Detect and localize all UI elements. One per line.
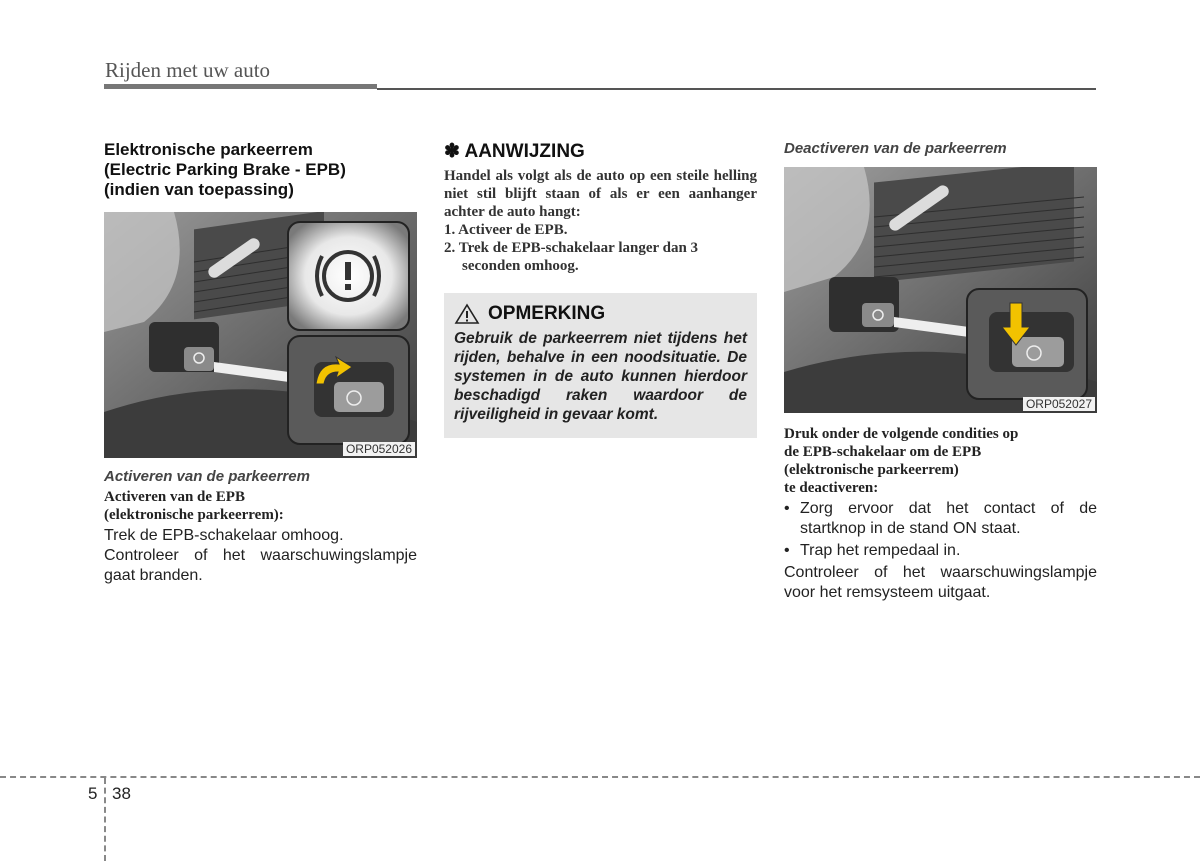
page-header-title: Rijden met uw auto [105,58,271,82]
intro-line: (elektronische parkeerrem) [784,462,959,478]
heading-line: (Electric Parking Brake - EPB) [104,160,346,179]
header-rule-thin [377,88,1096,90]
intro-text [784,425,1097,497]
intro-line: Druk onder de volgende condities op [784,426,1019,442]
middle-column [444,140,757,438]
note-item: 1. Activeer de EPB. [444,222,568,238]
figure-deactivate-epb [784,167,1097,413]
bullet-text: Trap het rempedaal in. [800,542,961,559]
left-column [104,140,417,586]
footer-divider [0,776,1200,778]
bullet-icon: • [784,500,790,517]
figure-caption: Activeren van de parkeerrem [104,468,310,485]
sub-heading [104,488,417,524]
bullet-item [784,541,1097,561]
heading-line: (indien van toepassing) [104,180,294,199]
note-heading: ✽ AANWIJZING [444,141,585,162]
sub-heading-line: (elektronische parkeerrem): [104,507,284,523]
paragraph: Controleer of het waarschuwingslampje voor het remsysteem uitgaat. [784,564,1097,601]
heading-line: Elektronische parkeerrem [104,140,313,159]
bullet-text: Zorg ervoor dat het contact of de startknop in de stand ON staat. [800,500,1097,537]
warning-triangle-icon [454,303,480,325]
caution-header [454,303,747,325]
intro-line: te deactiveren: [784,480,879,496]
paragraph: Controleer of het waarschuwingslampje gaat branden. [104,547,417,584]
figure-activate-epb [104,212,417,458]
note-list [444,167,757,275]
figure-caption: Deactiveren van de parkeerrem [784,140,1007,157]
footer-vertical-divider [104,778,106,861]
note-item: 2. Trek de EPB-schakelaar langer dan 3 seconden omhoog. [444,240,699,274]
paragraph: Trek de EPB-schakelaar omhoog. [104,527,344,544]
figure-illustration [784,167,1097,413]
page-number: 38 [112,784,131,803]
figure-code: ORP052026 [343,442,415,456]
header-rule [104,84,377,89]
right-column [784,140,1097,603]
bullet-item [784,499,1097,539]
bullet-icon: • [784,542,790,559]
chapter-number: 5 [88,784,98,803]
intro-line: de EPB-schakelaar om de EPB [784,444,982,460]
caution-heading: OPMERKING [488,303,606,324]
sub-heading-line: Activeren van de EPB [104,489,245,505]
caution-text: Gebruik de parkeerrem niet tijdens het rijden, behalve in een noodsituatie. De systemen in de auto kunnen hierdoor beschadigd raken waardoor de rijveiligheid in gevaar komt. [454,330,747,423]
section-heading [104,140,417,200]
figure-illustration [104,212,417,458]
note-intro: Handel als volgt als de auto op een steile helling niet stil blijft staan of als er een aanhanger achter de auto hangt: [444,168,757,220]
caution-box [444,293,757,438]
figure-code: ORP052027 [1023,397,1095,411]
